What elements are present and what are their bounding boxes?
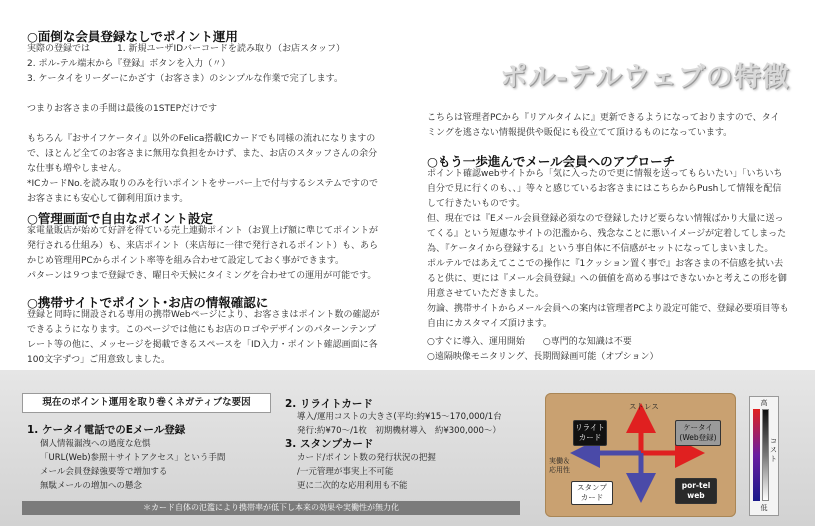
- factor-heading-mobile-email: 1. ケータイ電話でのEメール登録: [27, 424, 186, 436]
- feature-title: ポル-テルウェブの特徴: [500, 62, 790, 93]
- cost-label: コスト: [770, 437, 777, 463]
- negative-factors-title: 現在のポイント運用を取り巻くネガティブな要因: [22, 393, 271, 413]
- stress-label: ストレス: [629, 402, 659, 411]
- rewrite-card-box: リライト カード: [573, 420, 607, 446]
- cost-scale: [749, 396, 779, 516]
- factor-body-rewrite-card: 導入/運用コストの大きさ(平均:約¥15～170,000/1台 発行:約¥70～/1枚 初期機材導入 約¥300,000～）: [297, 412, 502, 436]
- section-heading-no-registration: ○面倒な会員登録なしでポイント運用: [27, 29, 238, 44]
- section-heading-mail-member: ○もう一歩進んでメール会員へのアプローチ: [427, 154, 676, 169]
- cost-low-label: 低: [760, 504, 768, 512]
- right-intro-text: こちらは管理者PCから『リアルタイムに』更新できるようになっておりますので、タイミングを逃さない情報提供や販促にも役立てて頂けるものになっています。: [427, 113, 780, 138]
- positioning-diagram: [545, 393, 736, 517]
- section-body-mail-member: ポイント確認webサイトから「気に入ったので更に情報を送ってもらいたい」「いちいち自分で見に行くのも、、」等々と感じているお客さまにはこちらからPushして情報を配信して行きたいものです。 但、現在では『Eメール会員登録必須なので登録したけど要らない情報ばかり大量に送ってくる』という短慮なサイトの氾濫から、残念なことに悪いイメージが定着してしまった為、『ケータイから登録する』という事自体に不信感がセットになってしまいました。 ポルテルではあえてここでの操作に『1クッション置く事で』お客さまの不信感を拭い去ると供に、更には『メール会員登録』への価値を高める事はできないかと考えこの形を御用意させていただきました。 勿論、携帯サイトからメール会員への案内は管理者PCより設定可能で、登録必要項目等も自由にカスタマイズ頂けます。: [427, 169, 789, 329]
- stamp-card-box: スタンプ カード: [571, 481, 613, 505]
- portel-web-box: por-tel web: [675, 478, 717, 504]
- cost-high-label: 高: [760, 399, 768, 407]
- section-body-point-setting: 家電量販店が始めて好評を得ている売上連動ポイント（お買上げ額に準じてポイントが発行される仕組み）も、来店ポイント（来店毎に一律で発行されるポイント）も、あらかじめ管理用PCからポイント率等を組み合わせて設定しておく事ができます。 パターンは９つまで登録でき、曜日や天候にタイミングを合わせての運用が可能です。: [27, 226, 379, 281]
- section-body-mobile-site: 登録と同時に開設される専用の携帯Webページにより、お客さまはポイント数の確認ができるようになります。このページでは他にもお店のロゴやデザインのパターンテンプレート等の他に、メッセージを掲載できるスペースを「ID入力・ポイント確認画面に各100文字ずつ」ご用意致しました。: [27, 310, 380, 365]
- card-overflow-note: ＊カード自体の氾濫により携帯率が低下し本来の効果や実働性が無力化: [22, 501, 520, 515]
- cost-gray-bar: [762, 409, 769, 501]
- section-body-no-registration: 実際の登録では 1. 新規ユーザIDバーコードを読み取り（お店スタッフ） 2. ポル-テル端末から『登録』ボタンを入力（〃） 3. ケータイをリーダーにかざす（お客さま）のシンプルな作業で完了します。 つまりお客さまの手間は最後の1STEPだけです もちろん『おサイフケータイ』以外のFelica搭載ICカードでも同様の流れになりますので、ほとんど全てのお客さまに無用な負担をかけず、また、お店のスタッフさんの余分な仕事も増やしません。 *ICカードNo.を読み取りのみを行いポイントをサーバー上で付与するシステムですのでお客さまにも安心して御利用頂けます。: [27, 44, 379, 204]
- section-heading-point-setting: ○管理画面で自由なポイント設定: [27, 211, 213, 226]
- mobile-web-box: ケータイ (Web登録): [675, 420, 721, 446]
- factor-body-mobile-email: 個人情報漏洩への過度な危惧 「URL(Web)参照＋サイトアクセス」という手間 メール会員登録強要等で増加する 無駄メールの増加への懸念: [40, 439, 226, 491]
- factor-heading-stamp-card: 3. スタンプカード: [285, 438, 374, 450]
- factor-body-stamp-card: カード/ポイント数の発行状況の把握 /一元管理が事実上不可能 更に二次的な応用利用も不能: [297, 453, 436, 491]
- bullet-item: ○遠隔映像モニタリング、長期間録画可能（オプション）: [427, 352, 659, 362]
- cost-gradient-bar: [753, 409, 760, 501]
- section-heading-mobile-site: ○携帯サイトでポイント･お店の情報確認に: [27, 295, 269, 310]
- bullet-item: ○すぐに導入、運用開始 ○専門的な知識は不要: [427, 337, 632, 347]
- usability-label: 実働＆ 応用性: [549, 457, 570, 474]
- factor-heading-rewrite-card: 2. リライトカード: [285, 398, 373, 410]
